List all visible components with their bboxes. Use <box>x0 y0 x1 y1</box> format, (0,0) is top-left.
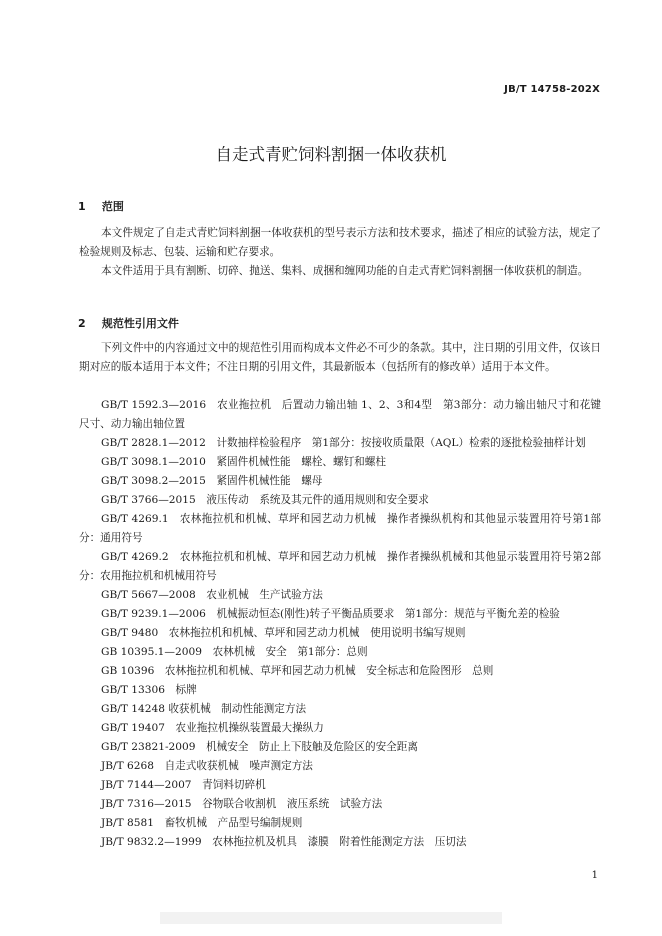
reference-item: JB/T 6268 自走式收获机械 噪声测定方法 <box>101 760 313 772</box>
reference-item: GB/T 9239.1—2006 机械振动恒态(刚性)转子平衡品质要求 第1部分：规范与平衡允差的检验 <box>101 608 560 620</box>
reference-list <box>79 396 601 852</box>
section-number: 1 <box>78 200 86 213</box>
section-heading-normative-references <box>78 315 179 331</box>
reference-item: GB/T 9480 农林拖拉机和机械、草坪和园艺动力机械 使用说明书编写规则 <box>101 627 466 639</box>
reference-item: GB 10395.1—2009 农林机械 安全 第1部分：总则 <box>101 646 368 658</box>
standard-code: JB/T 14758-202X <box>504 84 600 95</box>
reference-item: GB/T 3098.1—2010 紧固件机械性能 螺栓、螺钉和螺柱 <box>101 456 386 468</box>
reference-item: JB/T 7316—2015 谷物联合收割机 液压系统 试验方法 <box>101 798 383 810</box>
reference-item: JB/T 9832.2—1999 农林拖拉机及机具 漆膜 附着性能测定方法 压切法 <box>101 836 467 848</box>
reference-item: GB/T 14248 收获机械 制动性能测定方法 <box>101 703 307 715</box>
section-title: 规范性引用文件 <box>101 317 179 330</box>
section-number: 2 <box>78 317 86 330</box>
scope-paragraph: 本文件适用于具有割断、切碎、抛送、集料、成捆和缠网功能的自走式青贮饲料割捆一体收获机的制造。 <box>101 265 589 277</box>
reference-item: JB/T 7144—2007 青饲料切碎机 <box>101 779 266 791</box>
reference-item: GB/T 19407 农业拖拉机操纵装置最大操纵力 <box>101 722 324 734</box>
reference-item: GB/T 5667—2008 农业机械 生产试验方法 <box>101 589 323 601</box>
reference-item: GB/T 2828.1—2012 计数抽样检验程序 第1部分：按接收质量限（AQL）检索的逐批检验抽样计划 <box>101 437 586 449</box>
section-heading-scope <box>78 198 124 214</box>
faint-footer-watermark <box>160 912 502 924</box>
scope-paragraph: 本文件规定了自走式青贮饲料割捆一体收获机的型号表示方法和技术要求，描述了相应的试验方法，规定了检验规则及标志、包装、运输和贮存要求。 <box>79 227 601 258</box>
document-title: 自走式青贮饲料割捆一体收获机 <box>215 145 447 164</box>
reference-item: GB/T 3766—2015 液压传动 系统及其元件的通用规则和安全要求 <box>101 494 429 506</box>
reference-item: GB/T 13306 标牌 <box>101 684 197 696</box>
reference-item: GB 10396 农林拖拉机和机械、草坪和园艺动力机械 安全标志和危险图形 总则 <box>101 665 494 677</box>
reference-item: GB/T 1592.3—2016 农业拖拉机 后置动力输出轴 1、2、3和4型 第3部分：动力输出轴尺寸和花键尺寸、动力输出轴位置 <box>79 399 601 430</box>
reference-item: GB/T 4269.2 农林拖拉机和机械、草坪和园艺动力机械 操作者操纵机械和其他显示装置用符号第2部分：农用拖拉机和机械用符号 <box>79 551 601 582</box>
reference-item: GB/T 3098.2—2015 紧固件机械性能 螺母 <box>101 475 323 487</box>
reference-item: GB/T 23821-2009 机械安全 防止上下肢触及危险区的安全距离 <box>101 741 418 753</box>
section-title: 范围 <box>101 200 124 213</box>
page-number: 1 <box>591 870 598 881</box>
references-intro-paragraph: 下列文件中的内容通过文中的规范性引用而构成本文件必不可少的条款。其中，注日期的引用文件，仅该日期对应的版本适用于本文件；不注日期的引用文件，其最新版本（包括所有的修改单）适用于本文件。 <box>79 342 601 373</box>
reference-item: JB/T 8581 畜牧机械 产品型号编制规则 <box>101 817 303 829</box>
reference-item: GB/T 4269.1 农林拖拉机和机械、草坪和园艺动力机械 操作者操纵机构和其他显示装置用符号第1部分：通用符号 <box>79 513 601 544</box>
